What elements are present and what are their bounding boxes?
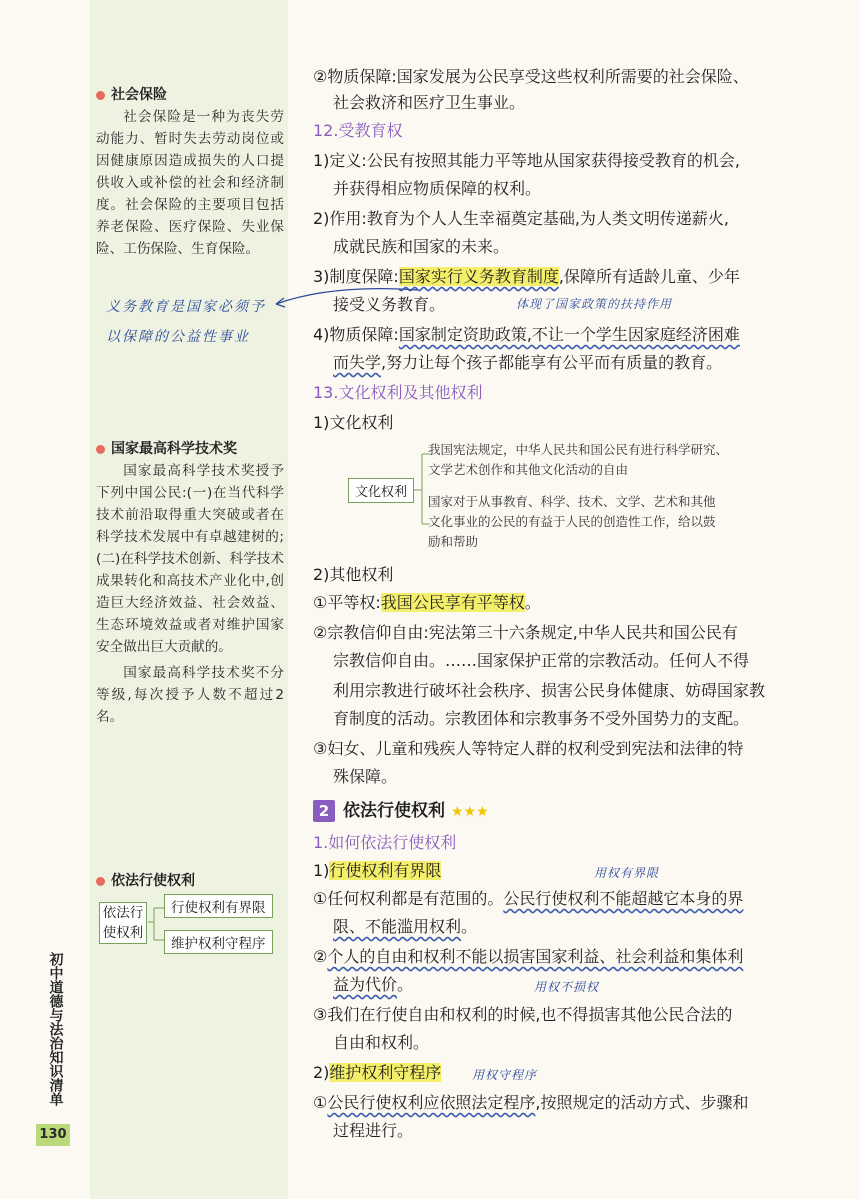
mindmap-branch: 行使权利有界限 [164, 894, 273, 918]
section-title: 2 依法行使权利 ★★★ [313, 796, 793, 822]
page-number: 130 [36, 1124, 70, 1146]
underlined-text: 限、不能滥用权利 [333, 917, 462, 936]
text-line: 宗教信仰自由。……国家保护正常的宗教活动。任何人不得 [333, 651, 750, 670]
section-heading: 13.文化权利及其他权利 [313, 383, 483, 402]
text-line: ③我们在行使自由和权利的时候,也不得损害其他公民合法的 [313, 1005, 733, 1024]
text-line: 2)其他权利 [313, 565, 394, 584]
text-line: 1)文化权利 [313, 413, 394, 432]
underlined-text: 个人的自由和权利不能以损害国家利益、社会利益和集体利 [327, 947, 744, 966]
text-line: 过程进行。 [333, 1121, 414, 1140]
text-line: 社会救济和医疗卫生事业。 [333, 93, 526, 112]
text-line: ③妇女、儿童和残疾人等特定人群的权利受到宪法和法律的特 [313, 739, 744, 758]
text-line: 2)作用:教育为个人人生幸福奠定基础,为人类文明传递薪火, [313, 209, 729, 228]
text-line: 并获得相应物质保障的权利。 [333, 179, 542, 198]
handwritten-note: 以保障的公益性事业 [106, 329, 250, 345]
text-line: ②个人的自由和权利不能以损害国家利益、社会利益和集体利 [313, 947, 744, 966]
text-line: 成就民族和国家的未来。 [333, 237, 510, 256]
highlighted-text: 国家实行义务教育制度 [398, 267, 559, 286]
text-line: 育制度的活动。宗教团体和宗教事务不受外国势力的支配。 [333, 709, 750, 728]
text-line: 1)行使权利有界限 [313, 861, 442, 880]
text-line: ①平等权:我国公民享有平等权。 [313, 593, 541, 612]
text-line: 益为代价。 [333, 975, 414, 994]
sidebar-text: 国家最高科学技术奖授予下列中国公民:(一)在当代科学技术前沿取得重大突破或者在科学技术发展中有卓越建树的;(二)在科学技术创新、科学技术成果转化和高技术产业化中,创造巨大经济效益、社会效益、生态环境效益或者对维护国家安全做出巨大贡献的。 [96, 463, 284, 655]
star-rating-icon: ★★★ [451, 804, 489, 820]
underlined-text: 公民行使权利应依照法定程序 [327, 1093, 536, 1112]
diagram-root: 文化权利 [348, 478, 414, 503]
text-line: ②物质保障:国家发展为公民享受这些权利所需要的社会保险、 [313, 67, 749, 86]
text-line: 自由和权利。 [333, 1033, 430, 1052]
sidebar-title: 社会保险 [111, 87, 167, 103]
handwritten-annotation: 用权有界限 [594, 866, 660, 880]
text-line: 1)定义:公民有按照其能力平等地从国家获得接受教育的机会, [313, 151, 740, 170]
highlighted-text: 行使权利有界限 [329, 861, 442, 880]
highlighted-text: 维护权利守程序 [329, 1063, 442, 1082]
bullet-dot-icon [96, 91, 105, 100]
section-heading: 1.如何依法行使权利 [313, 833, 457, 852]
bullet-dot-icon [96, 445, 105, 454]
section-number-badge: 2 [313, 800, 335, 822]
handwritten-annotation: 体现了国家政策的扶持作用 [516, 297, 673, 311]
text-line: 4)物质保障:国家制定资助政策,不让一个学生因家庭经济困难 [313, 325, 740, 344]
sidebar-title: 依法行使权利 [111, 873, 195, 889]
handwritten-annotation: 用权不损权 [534, 980, 600, 994]
bullet-dot-icon [96, 877, 105, 886]
handwritten-note: 义务教育是国家必须予 [106, 299, 266, 315]
mindmap-branch: 维护权利守程序 [164, 930, 273, 954]
highlighted-text: 我国公民享有平等权 [380, 593, 525, 612]
underlined-text: 公民行使权利不能超越它本身的界 [503, 889, 744, 908]
text-line: 而失学,努力让每个孩子都能享有公平而有质量的教育。 [333, 353, 723, 372]
text-line: ①公民行使权利应依照法定程序,按照规定的活动方式、步骤和 [313, 1093, 749, 1112]
text-line: ②宗教信仰自由:宪法第三十六条规定,中华人民共和国公民有 [313, 623, 738, 642]
underlined-text: 国家制定资助政策,不让一个学生因家庭经济困难 [398, 325, 740, 344]
mindmap-root: 依法行使权利 [99, 902, 147, 944]
sidebar-social-insurance [96, 84, 284, 260]
text-line: 3)制度保障:国家实行义务教育制度,保障所有适龄儿童、少年 [313, 267, 740, 286]
text-line: 接受义务教育。 [333, 295, 446, 314]
text-line: 利用宗教进行破坏社会秩序、损害公民身体健康、妨碍国家教 [333, 681, 766, 700]
sidebar-science-award [96, 438, 284, 728]
text-line: 殊保障。 [333, 767, 398, 786]
sidebar-exercise-rights [96, 870, 284, 892]
diagram-branch: 国家对于从事教育、科学、技术、文学、艺术和其他 文化事业的公民的有益于人民的创造性工作，给以鼓 励和帮助 [428, 494, 716, 549]
underlined-text: 益为代价 [333, 975, 398, 994]
text-line: ①任何权利都是有范围的。公民行使权利不能超越它本身的界 [313, 889, 744, 908]
sidebar-title: 国家最高科学技术奖 [111, 441, 237, 457]
text-line: 限、不能滥用权利。 [333, 917, 478, 936]
diagram-branch: 我国宪法规定，中华人民共和国公民有进行科学研究、 文学艺术创作和其他文化活动的自由 [428, 442, 729, 477]
vertical-book-title: 初中道德与法治知识清单 [47, 952, 64, 1106]
text-line: 2)维护权利守程序 [313, 1063, 442, 1082]
handwritten-annotation: 用权守程序 [472, 1068, 538, 1082]
sidebar-text: 社会保险是一种为丧失劳动能力、暂时失去劳动岗位或因健康原因造成损失的人口提供收入或补偿的社会和经济制度。社会保险的主要项目包括养老保险、医疗保险、失业保险、工伤保险、生育保险。 [96, 109, 284, 257]
sidebar-text: 国家最高科学技术奖不分等级,每次授予人数不超过2名。 [96, 665, 284, 725]
underlined-text: 而失学 [333, 353, 382, 372]
section-heading: 12.受教育权 [313, 121, 403, 140]
mindmap-bracket-icon [146, 904, 166, 948]
